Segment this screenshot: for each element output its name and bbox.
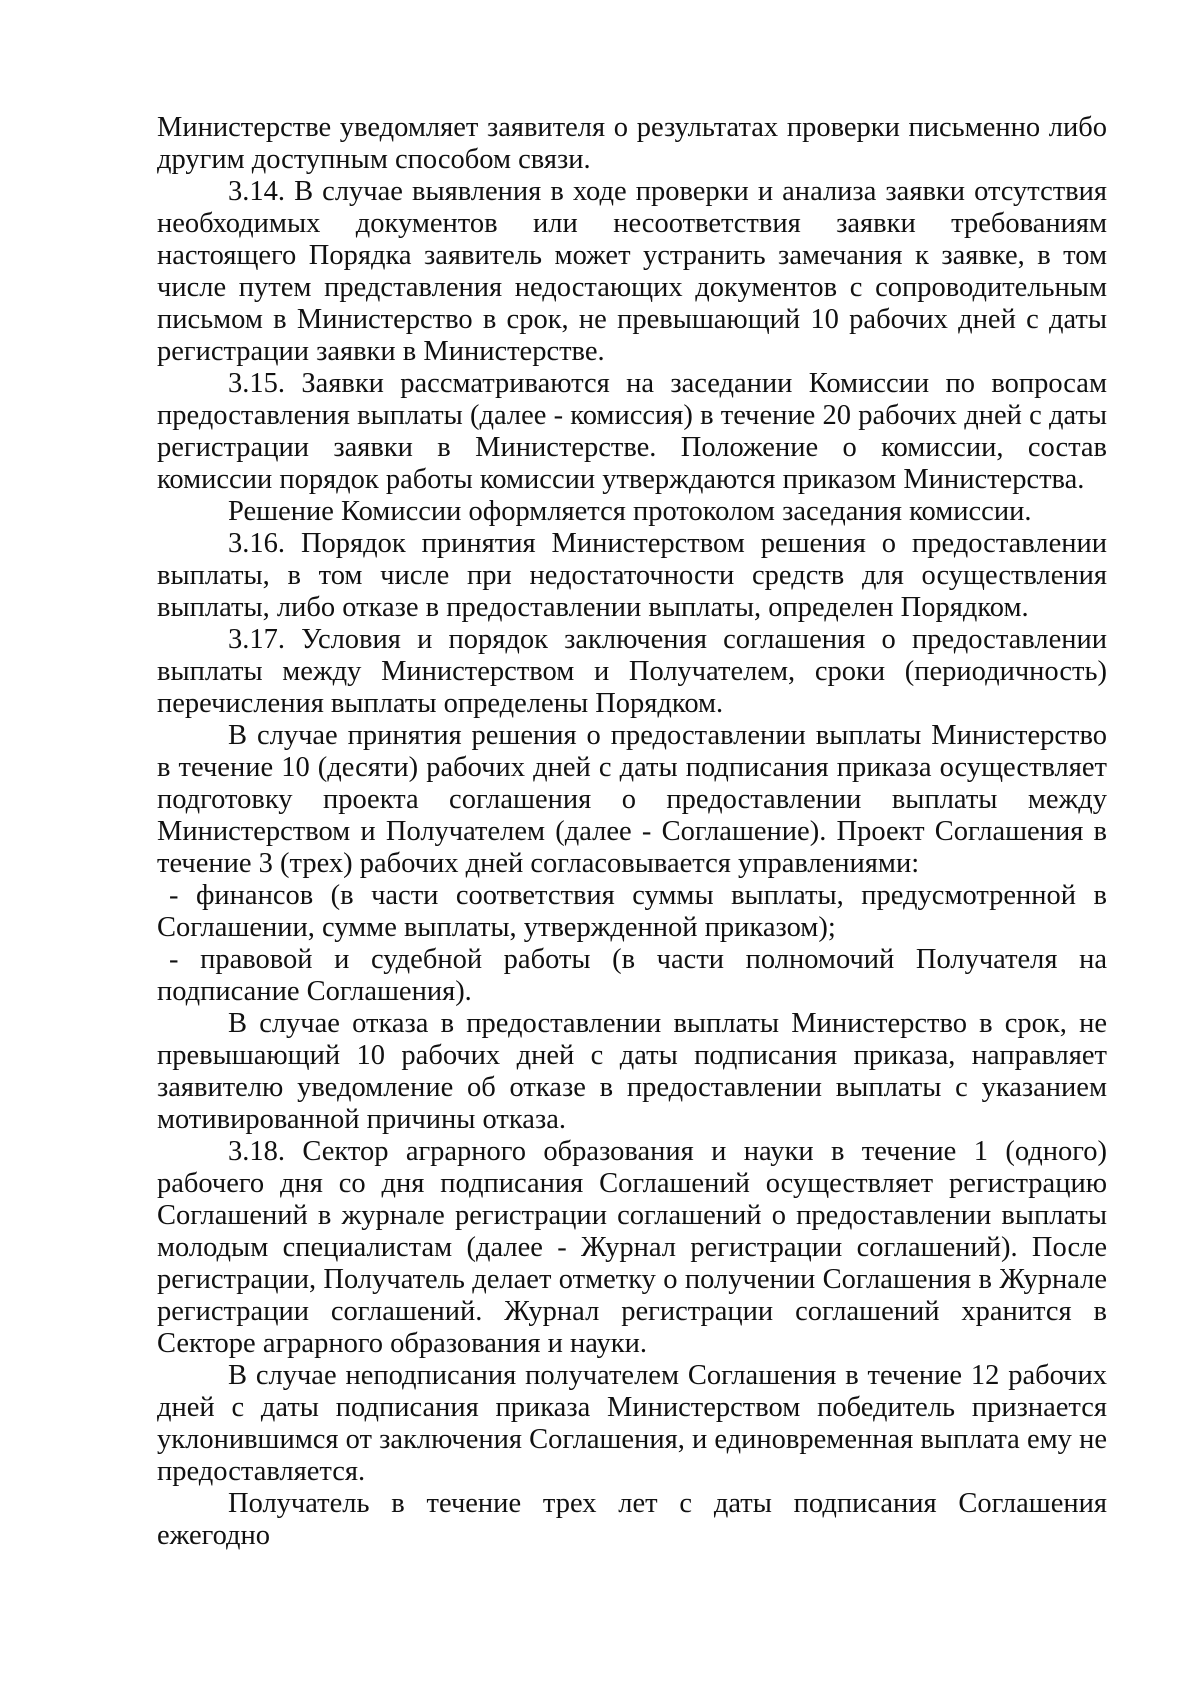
paragraph: В случае принятия решения о предоставлении выплаты Министерство в течение 10 (десяти) рабочих дней с даты подписания приказа осуществляет подготовку проекта соглашения о предоставлении выплаты между Министерством и Получателем (далее - Соглашение). Проект Соглашения в течение 3 (трех) рабочих дней согласовывается управлениями:: [157, 720, 1107, 879]
list-item: - правовой и судебной работы (в части полномочий Получателя на подписание Соглашения).: [157, 944, 1107, 1007]
paragraph-3-17: 3.17. Условия и порядок заключения соглашения о предоставлении выплаты между Министерством и Получателем, сроки (периодичность) перечисления выплаты определены Порядком.: [157, 624, 1107, 719]
paragraph: Решение Комиссии оформляется протоколом заседания комиссии.: [228, 496, 1032, 527]
paragraph-3-18: 3.18. Сектор аграрного образования и науки в течение 1 (одного) рабочего дня со дня подписания Соглашений осуществляет регистрацию Соглашений в журнале регистрации соглашений о предоставлении выплаты молодым специалистам (далее - Журнал регистрации соглашений). После регистрации, Получатель делает отметку о получении Соглашения в Журнале регистрации соглашений. Журнал регистрации соглашений хранится в Секторе аграрного образования и науки.: [157, 1136, 1107, 1359]
paragraph-3-16: 3.16. Порядок принятия Министерством решения о предоставлении выплаты, в том числе при недостаточности средств для осуществления выплаты, либо отказе в предоставлении выплаты, определен Порядком.: [157, 528, 1107, 623]
paragraph: В случае отказа в предоставлении выплаты Министерство в срок, не превышающий 10 рабочих дней с даты подписания приказа, направляет заявителю уведомление об отказе в предоставлении выплаты с указанием мотивированной причины отказа.: [157, 1008, 1107, 1135]
paragraph-3-15: 3.15. Заявки рассматриваются на заседании Комиссии по вопросам предоставления выплаты (далее - комиссия) в течение 20 рабочих дней с даты регистрации заявки в Министерстве. Положение о комиссии, состав комиссии порядок работы комиссии утверждаются приказом Министерства.: [157, 368, 1107, 495]
list-item: - финансов (в части соответствия суммы выплаты, предусмотренной в Соглашении, сумме выплаты, утвержденной приказом);: [157, 880, 1107, 943]
document-body: [157, 112, 1107, 1552]
paragraph: Министерстве уведомляет заявителя о результатах проверки письменно либо другим доступным способом связи.: [157, 112, 1107, 175]
paragraph: В случае неподписания получателем Соглашения в течение 12 рабочих дней с даты подписания приказа Министерством победитель признается уклонившимся от заключения Соглашения, и единовременная выплата ему не предоставляется.: [157, 1360, 1107, 1487]
paragraph-3-14: 3.14. В случае выявления в ходе проверки и анализа заявки отсутствия необходимых документов или несоответствия заявки требованиям настоящего Порядка заявитель может устранить замечания к заявке, в том числе путем представления недостающих документов с сопроводительным письмом в Министерство в срок, не превышающий 10 рабочих дней с даты регистрации заявки в Министерстве.: [157, 176, 1107, 367]
paragraph: Получатель в течение трех лет с даты подписания Соглашения ежегодно: [157, 1488, 1107, 1551]
